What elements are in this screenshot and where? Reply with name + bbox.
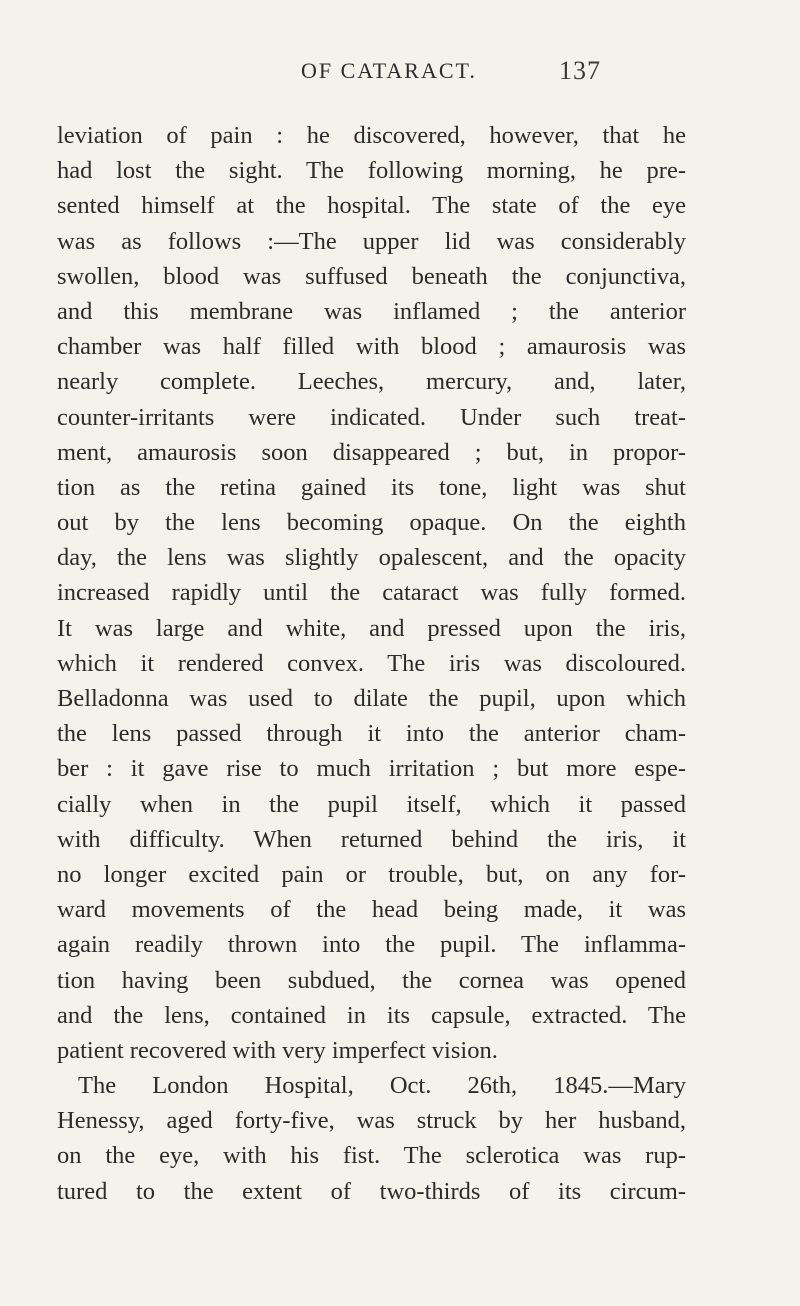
page-number: 137 bbox=[559, 56, 601, 85]
text-line: increased rapidly until the cataract was fully formed. bbox=[57, 579, 686, 607]
text-line: nearly complete. Leeches, mercury, and, later, bbox=[57, 368, 686, 396]
text-line: day, the lens was slightly opalescent, and the opacity bbox=[57, 544, 686, 572]
text-line: patient recovered with very imperfect vision. bbox=[57, 1036, 498, 1064]
running-header bbox=[0, 58, 800, 98]
text-line: tion having been subdued, the cornea was opened bbox=[57, 966, 686, 994]
text-line: cially when in the pupil itself, which it passed bbox=[57, 790, 686, 818]
text-line: again readily thrown into the pupil. The inflamma- bbox=[57, 931, 686, 959]
text-line: leviation of pain : he discovered, however, that he bbox=[57, 122, 686, 149]
text-line: tured to the extent of two-thirds of its circum- bbox=[57, 1177, 686, 1205]
text-line: tion as the retina gained its tone, light was shut bbox=[57, 473, 686, 501]
text-line: Henessy, aged forty-five, was struck by her husband, bbox=[57, 1107, 686, 1135]
text-line: was as follows :—The upper lid was considerably bbox=[57, 227, 686, 255]
text-line: and the lens, contained in its capsule, extracted. The bbox=[57, 1001, 686, 1029]
text-line: ward movements of the head being made, it was bbox=[57, 896, 686, 924]
text-line: on the eye, with his fist. The sclerotica was rup- bbox=[57, 1142, 686, 1170]
text-line: ment, amaurosis soon disappeared ; but, in propor- bbox=[57, 438, 686, 466]
text-line: with difficulty. When returned behind the iris, it bbox=[57, 825, 686, 853]
text-line: swollen, blood was suffused beneath the conjunctiva, bbox=[57, 262, 686, 290]
text-line: sented himself at the hospital. The state of the eye bbox=[57, 192, 686, 220]
text-line: the lens passed through it into the anterior cham- bbox=[57, 720, 686, 748]
text-line: and this membrane was inflamed ; the anterior bbox=[57, 297, 686, 325]
text-line: It was large and white, and pressed upon the iris, bbox=[57, 614, 686, 642]
text-line: which it rendered convex. The iris was discoloured. bbox=[57, 649, 686, 677]
text-line: out by the lens becoming opaque. On the eighth bbox=[57, 509, 686, 537]
text-line: no longer excited pain or trouble, but, on any for- bbox=[57, 860, 686, 888]
text-line: Belladonna was used to dilate the pupil, upon which bbox=[57, 685, 686, 712]
text-line: counter-irritants were indicated. Under such treat- bbox=[57, 403, 686, 431]
text-line: had lost the sight. The following morning, he pre- bbox=[57, 157, 686, 185]
text-line: ber : it gave rise to much irritation ; but more espe- bbox=[57, 755, 686, 783]
text-line: The London Hospital, Oct. 26th, 1845.—Mary bbox=[78, 1072, 686, 1100]
running-title: OF CATARACT. bbox=[301, 58, 477, 83]
text-line: chamber was half filled with blood ; amaurosis was bbox=[57, 333, 686, 361]
body-text bbox=[57, 118, 686, 1209]
